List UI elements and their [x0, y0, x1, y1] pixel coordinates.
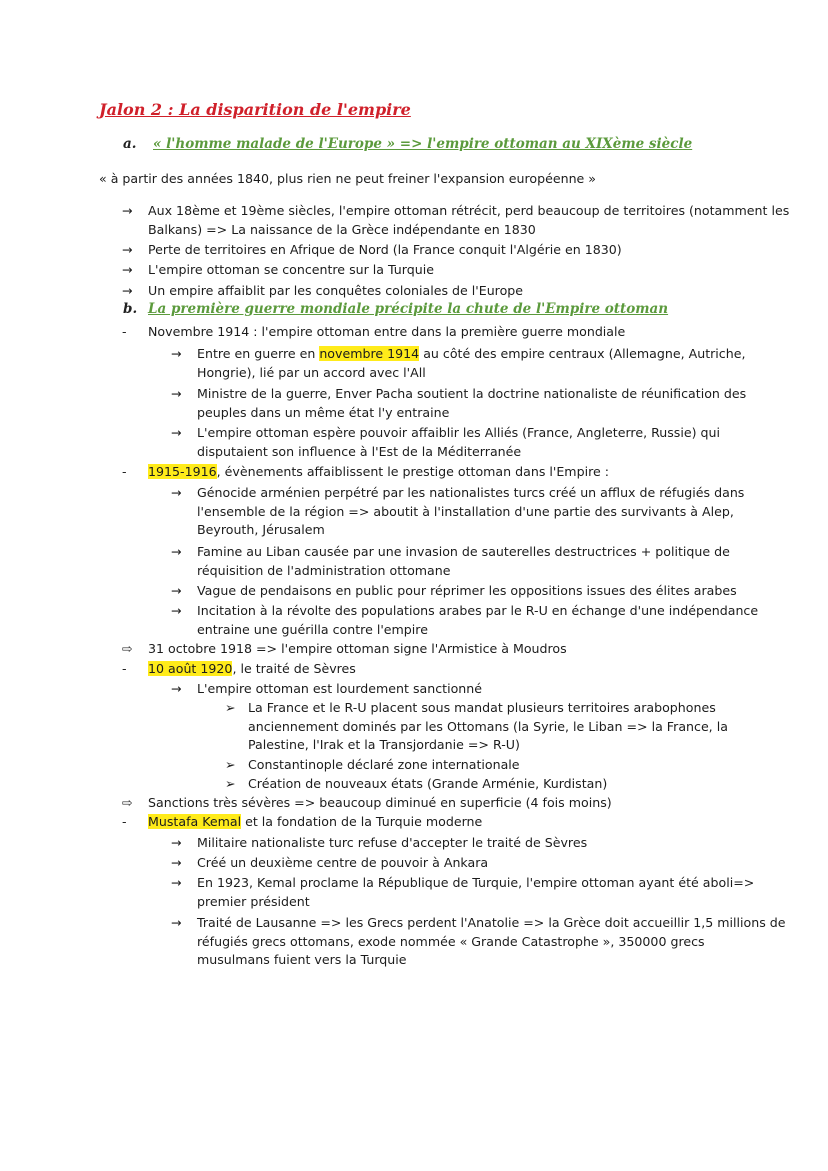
list-item-text: Beyrouth, Jérusalem: [197, 522, 325, 537]
list-item-text: , le traité de Sèvres: [232, 661, 356, 676]
arrow-icon: →: [171, 855, 182, 870]
list-item-text: Perte de territoires en Afrique de Nord (la France conquit l'Algérie en 1830): [148, 242, 622, 257]
list-item: [171, 874, 755, 911]
list-item-text: peuples dans un même état l'y entraine: [197, 404, 450, 420]
list-item-text: au côté des empire centraux (Allemagne, Autriche,: [419, 346, 746, 361]
list-item-text: Sanctions très sévères => beaucoup diminué en superficie (4 fois moins): [148, 795, 612, 810]
dash-marker: -: [122, 814, 127, 829]
arrow-icon: →: [171, 425, 182, 440]
list-item-text: Ministre de la guerre, Enver Pacha soutient la doctrine nationaliste de réunification des: [197, 386, 747, 401]
list-item: [225, 756, 520, 775]
list-item: [122, 202, 790, 239]
list-item: [122, 640, 567, 659]
list-item-text: Famine au Liban causée par une invasion de sauterelles destructrices + politique de: [197, 544, 730, 559]
arrow-icon: →: [171, 603, 182, 618]
page-title: Jalon 2 : La disparition de l'empire: [99, 100, 411, 119]
list-item-text: Militaire nationaliste turc refuse d'accepter le traité de Sèvres: [197, 835, 588, 850]
hollow-arrow-icon: ⇨: [122, 641, 133, 656]
list-item-text: 31 octobre 1918 => l'empire ottoman signe l'Armistice à Moudros: [148, 641, 567, 656]
list-item: [171, 834, 588, 853]
list-item-text: Créé un deuxième centre de pouvoir à Ankara: [197, 855, 489, 870]
chevron-icon: ➢: [225, 757, 236, 772]
list-item: [171, 680, 483, 699]
arrow-icon: →: [122, 203, 133, 218]
chevron-icon: ➢: [225, 700, 236, 715]
list-item: [122, 463, 609, 482]
highlighted-name: Mustafa Kemal: [148, 814, 242, 829]
list-item-text: Création de nouveaux états (Grande Arménie, Kurdistan): [248, 776, 608, 791]
list-item-text: musulmans fuient vers la Turquie: [197, 952, 407, 967]
list-item-text: Aux 18ème et 19ème siècles, l'empire ottoman rétrécit, perd beaucoup de territoires (notamment les: [148, 203, 790, 218]
list-item-text: Constantinople déclaré zone internationale: [248, 757, 520, 772]
list-item: [122, 261, 434, 280]
list-item-text: Traité de Lausanne => les Grecs perdent l'Anatolie => la Grèce doit accueillir 1,5 millions de: [197, 915, 786, 930]
list-item: [171, 543, 730, 580]
list-item: [171, 914, 786, 970]
list-item-text: Incitation à la révolte des populations arabes par le R-U en échange d'une indépendance: [197, 603, 759, 618]
list-item-text: premier président: [197, 893, 310, 909]
arrow-icon: →: [171, 346, 182, 361]
section-a-title: « l'homme malade de l'Europe » => l'empire ottoman au XIXème siècle: [153, 136, 693, 152]
list-item-text: Entre en guerre en: [197, 346, 320, 361]
section-b-marker: b.: [123, 301, 138, 317]
list-item: [171, 424, 720, 461]
arrow-icon: →: [171, 681, 182, 696]
list-item: [122, 323, 626, 342]
list-item-text: L'empire ottoman se concentre sur la Turquie: [148, 262, 434, 277]
list-item-text: l'ensemble de la région => aboutit à l'installation d'une partie des survivants à Alep,: [197, 503, 734, 519]
dash-marker: -: [122, 324, 127, 339]
list-item: [225, 699, 728, 755]
list-item-text: , évènements affaiblissent le prestige ottoman dans l'Empire :: [216, 464, 609, 479]
list-item-text: Novembre 1914 : l'empire ottoman entre dans la première guerre mondiale: [148, 324, 626, 339]
section-b-heading: [123, 301, 668, 317]
list-item-text: entraine une guérilla contre l'empire: [197, 621, 428, 637]
arrow-icon: →: [171, 386, 182, 401]
list-item-text: disputaient son influence à l'Est de la Méditerranée: [197, 443, 522, 459]
dash-marker: -: [122, 464, 127, 479]
list-item-text: Génocide arménien perpétré par les nationalistes turcs créé un afflux de réfugiés dans: [197, 485, 745, 500]
list-item: [171, 582, 737, 601]
arrow-icon: →: [171, 915, 182, 930]
list-item: [122, 282, 524, 301]
list-item-text: La France et le R-U placent sous mandat plusieurs territoires arabophones: [248, 700, 716, 715]
list-item-text: L'empire ottoman est lourdement sanctionné: [197, 681, 483, 696]
list-item-text: En 1923, Kemal proclame la République de Turquie, l'empire ottoman ayant été aboli=>: [197, 875, 755, 890]
list-item: [122, 813, 483, 832]
hollow-arrow-icon: ⇨: [122, 795, 133, 810]
list-item-text: et la fondation de la Turquie moderne: [241, 814, 483, 829]
list-item-text: Palestine, l'Irak et la Transjordanie => R-U): [248, 737, 520, 752]
arrow-icon: →: [122, 242, 133, 257]
arrow-icon: →: [171, 544, 182, 559]
list-item: [171, 602, 759, 639]
section-b-title: La première guerre mondiale précipite la chute de l'Empire ottoman: [148, 301, 669, 317]
arrow-icon: →: [171, 835, 182, 850]
list-item-text: réfugiés grecs ottomans, exode nommée « Grande Catastrophe », 350000 grecs: [197, 933, 705, 949]
list-item: [171, 345, 746, 382]
list-item-text: Un empire affaiblit par les conquêtes coloniales de l'Europe: [148, 283, 524, 298]
highlighted-date: 10 août 1920: [148, 661, 233, 676]
arrow-icon: →: [171, 485, 182, 500]
arrow-icon: →: [171, 583, 182, 598]
arrow-icon: →: [171, 875, 182, 890]
list-item: [122, 241, 622, 260]
section-a-marker: a.: [123, 136, 137, 152]
list-item-text: réquisition de l'administration ottomane: [197, 562, 451, 578]
list-item: [171, 854, 489, 873]
chevron-icon: ➢: [225, 776, 236, 791]
list-item: [171, 484, 745, 540]
list-item-text: L'empire ottoman espère pouvoir affaiblir les Alliés (France, Angleterre, Russie) qui: [197, 425, 720, 440]
list-item-text: anciennement dominés par les Ottomans (la Syrie, le Liban => la France, la: [248, 718, 728, 734]
list-item: [171, 385, 747, 422]
highlighted-date: 1915-1916: [148, 464, 217, 479]
list-item: [122, 660, 356, 679]
section-a-heading: [123, 136, 692, 152]
arrow-icon: →: [122, 283, 133, 298]
list-item-text: Hongrie), lié par un accord avec l'All: [197, 364, 426, 380]
list-item-text: Vague de pendaisons en public pour réprimer les oppositions issues des élites arabes: [197, 583, 737, 598]
arrow-icon: →: [122, 262, 133, 277]
dash-marker: -: [122, 661, 127, 676]
quote-text: « à partir des années 1840, plus rien ne peut freiner l'expansion européenne »: [99, 171, 597, 186]
list-item-text: Balkans) => La naissance de la Grèce indépendante en 1830: [148, 221, 536, 237]
highlighted-date: novembre 1914: [319, 346, 420, 361]
list-item: [122, 794, 612, 813]
list-item: [225, 775, 608, 794]
